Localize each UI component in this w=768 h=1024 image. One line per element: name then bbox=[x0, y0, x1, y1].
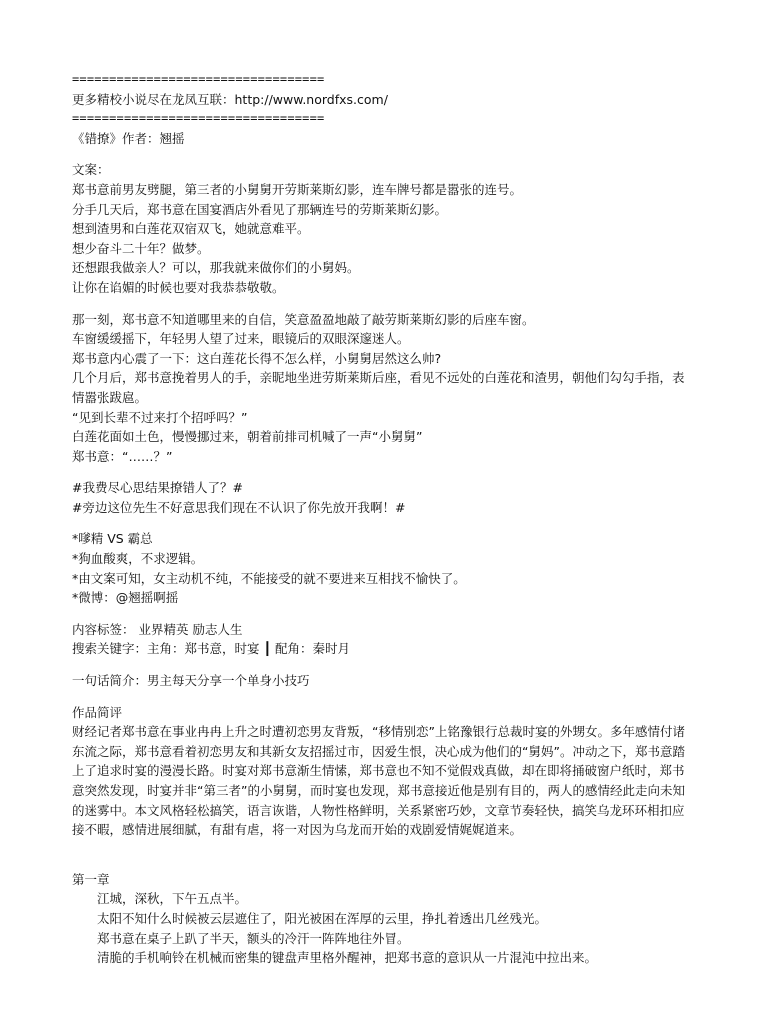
chapter-line: 江城，深秋，下午五点半。 bbox=[97, 891, 248, 907]
chapter-line: 清脆的手机响铃在机械而密集的键盘声里格外醒神，把郑书意的意识从一片混沌中拉出来。 bbox=[97, 950, 598, 966]
hashtag-line: #旁边这位先生不好意思我们现在不认识了你先放开我啊！# bbox=[72, 499, 406, 515]
note-line: *微博：@翘摇啊摇 bbox=[72, 590, 179, 606]
promo-line: 更多精校小说尽在龙凤互联：http://www.nordfxs.com/ bbox=[72, 91, 388, 107]
review-heading: 作品简评 bbox=[72, 704, 123, 720]
search-keywords: 搜索关键字：主角：郑书意，时宴 ┃ 配角：秦时月 bbox=[72, 641, 350, 657]
scene-line: 郑书意：“……？” bbox=[72, 448, 173, 464]
scene-line: “见到长辈不过来打个招呼吗？” bbox=[72, 409, 248, 425]
note-line: *嗲精 VS 霸总 bbox=[72, 531, 153, 547]
blurb-line: 分手几天后，郑书意在国宴酒店外看见了那辆连号的劳斯莱斯幻影。 bbox=[72, 201, 448, 217]
document-page bbox=[72, 70, 696, 968]
blurb-heading: 文案： bbox=[72, 162, 110, 178]
scene-line: 那一刻，郑书意不知道哪里来的自信，笑意盈盈地敲了敲劳斯莱斯幻影的后座车窗。 bbox=[72, 311, 535, 327]
scene-line: 郑书意内心震了一下：这白莲花长得不怎么样，小舅舅居然这么帅? bbox=[72, 350, 442, 366]
note-line: *由文案可知，女主动机不纯，不能接受的就不要进来互相找不愉快了。 bbox=[72, 570, 466, 586]
chapter-line: 太阳不知什么时候被云层遮住了，阳光被困在浑厚的云里，挣扎着透出几丝残光。 bbox=[97, 910, 548, 926]
review-paragraph: 财经记者郑书意在事业冉冉上升之时遭初恋男友背叛，“移情别恋”上铭豫银行总裁时宴的外甥女。多年感情付诸东流之际，郑书意看着初恋男友和其新女友招摇过市，因爱生恨，决心成为他们的“舅妈”。冲动之下，郑书意踏上了追求时宴的漫漫长路。时宴对郑书意渐生情愫，郑书意也不知不觉假戏真做，却在即将捅破窗户纸时，郑书意突然发现，时宴并非“第三者”的小舅舅，而时宴也发现，郑书意接近他是别有目的，两人的感情经此走向未知的迷雾中。本文风格轻松搞笑，语言诙谐，人物性格鲜明，关系紧密巧妙，文章节奏轻快，搞笑乌龙环环相扣应接不暇，感情进展细腻，有甜有虐，将一对因为乌龙而开始的戏剧爱情娓娓道来。 bbox=[72, 724, 685, 838]
hashtag-line: #我费尽心思结果撩错人了？# bbox=[72, 480, 243, 496]
scene-line: 车窗缓缓摇下，年轻男人望了过来，眼镜后的双眼深邃迷人。 bbox=[72, 331, 410, 347]
blurb-line: 让你在谄媚的时候也要对我恭恭敬敬。 bbox=[72, 279, 285, 295]
separator-rule-bottom: ================================== bbox=[72, 111, 325, 126]
blurb-line: 想到渣男和白莲花双宿双飞，她就意难平。 bbox=[72, 221, 310, 237]
scene-line: 白莲花面如土色，慢慢挪过来，朝着前排司机喊了一声“小舅舅” bbox=[72, 429, 423, 445]
blurb-line: 想少奋斗二十年？做梦。 bbox=[72, 240, 210, 256]
one-line-summary: 一句话简介：男主每天分享一个单身小技巧 bbox=[72, 673, 310, 689]
blurb-line: 还想跟我做亲人？可以，那我就来做你们的小舅妈。 bbox=[72, 260, 360, 276]
content-tags: 内容标签： 业界精英 励志人生 bbox=[72, 621, 243, 637]
blurb-line: 郑书意前男友劈腿，第三者的小舅舅开劳斯莱斯幻影，连车牌号都是嚣张的连号。 bbox=[72, 181, 523, 197]
chapter-line: 郑书意在桌子上趴了半天，额头的冷汗一阵阵地往外冒。 bbox=[97, 930, 410, 946]
chapter-title: 第一章 bbox=[72, 871, 110, 887]
book-title-author: 《错撩》作者：翘摇 bbox=[72, 130, 185, 146]
separator-rule-top: ================================== bbox=[72, 72, 325, 86]
note-line: *狗血酸爽，不求逻辑。 bbox=[72, 551, 204, 567]
scene-line: 几个月后，郑书意挽着男人的手，亲昵地坐进劳斯莱斯后座，看见不远处的白莲花和渣男，朝他们勾勾手指，表情嚣张跋扈。 bbox=[72, 370, 685, 405]
